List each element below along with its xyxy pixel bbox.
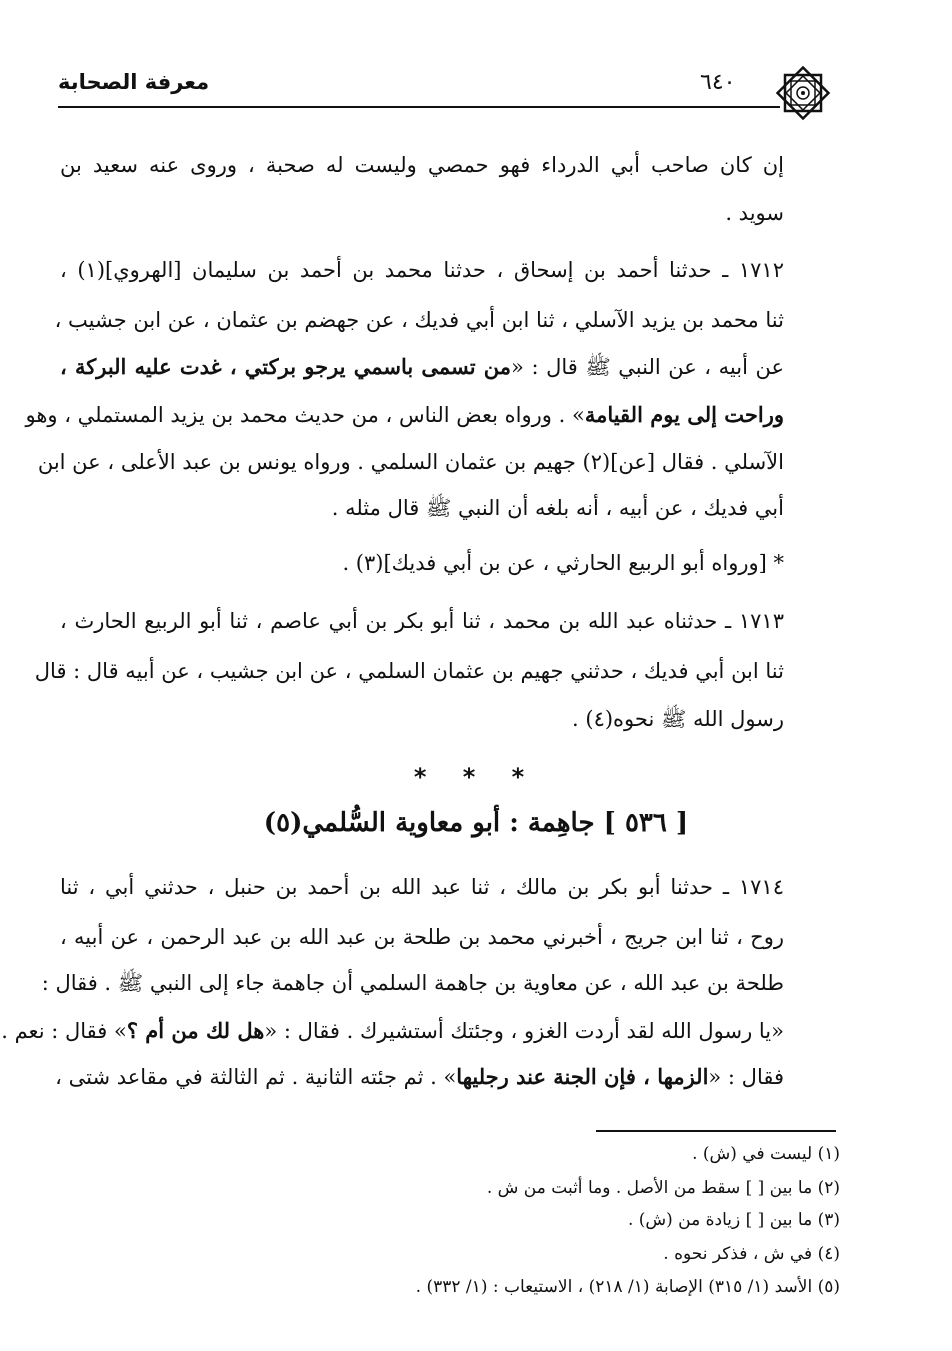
page-number: ٦٤٠ [700,70,736,95]
hadith-1714-line: ١٧١٤ ـ حدثنا أبو بكر بن مالك ، ثنا عبد الله بن أحمد بن حنبل ، حدثني أبي ، ثنا [60,875,784,899]
hadith-1712-line: ١٧١٢ ـ حدثنا أحمد بن إسحاق ، حدثنا محمد بن أحمد بن سليمان [الهروي](١) ، [60,258,784,282]
running-title: معرفة الصحابة [58,70,210,94]
hadith-1713-line: رسول الله ﷺ نحوه(٤) . [572,707,784,731]
prophetic-saying: الزمها ، فإن الجنة عند رجليها [456,1064,709,1089]
footnote: (٥) الأسد (١/ ٣١٥) الإصابة (١/ ٢١٨) ، الاستيعاب : (١/ ٣٣٢) . [415,1277,840,1297]
footnote: (٢) ما بين [ ] سقط من الأصل . وما أثبت من ش . [486,1178,840,1198]
section-separator: * * * [413,763,539,791]
prophetic-saying: من تسمى باسمي يرجو بركتي ، غدت عليه البركة ، [60,354,512,379]
hadith-1714-line: روح ، ثنا ابن جريج ، أخبرني محمد بن طلحة بن عبد الله بن عبد الرحمن ، عن أبيه ، [60,925,784,949]
text-segment: «يا رسول الله لقد أردت الغزو ، وجئتك أستشيرك . فقال : « [264,1019,784,1043]
prophetic-saying: هل لك من أم ؟ [126,1018,265,1043]
text-line: سويد . [725,201,784,225]
hadith-1713-line: ثنا ابن أبي فديك ، حدثني جهيم بن عثمان السلمي ، عن ابن جشيب ، عن أبيه قال : قال [34,659,784,683]
section-heading: [ ٥٣٦ ] جاهِمة : أبو معاوية السُّلمي(٥) [263,808,689,838]
hadith-1712-line [60,352,784,382]
footnote: (٤) في ش ، فذكر نحوه . [663,1244,840,1264]
hadith-1714-line [1,1016,784,1046]
text-line: إن كان صاحب أبي الدرداء فهو حمصي وليست له صحبة ، وروى عنه سعيد بن [60,153,784,177]
note-line: * [ورواه أبو الربيع الحارثي ، عن بن أبي فديك](٣) . [342,551,784,575]
hadith-1712-line: أبي فديك ، عن أبيه ، أنه بلغه أن النبي ﷺ قال مثله . [331,496,784,520]
footnote: (٣) ما بين [ ] زيادة من (ش) . [627,1210,840,1230]
hadith-1712-line: الآسلي . فقال [عن](٢) جهيم بن عثمان السلمي . ورواه يونس بن عبد الأعلى ، عن ابن [37,450,784,474]
text-segment: عن أبيه ، عن النبي ﷺ قال : « [511,355,784,379]
eight-point-star-ornament-icon [772,62,834,124]
hadith-1714-line [55,1062,784,1092]
text-segment: فقال : « [708,1065,784,1089]
text-segment: » . ورواه بعض الناس ، من حديث محمد بن يزيد المستملي ، وهو [25,403,585,427]
text-segment: » فقال : نعم . [1,1019,127,1043]
hadith-1713-line: ١٧١٣ ـ حدثناه عبد الله بن محمد ، ثنا أبو بكر بن أبي عاصم ، ثنا أبو الربيع الحارث ، [60,609,784,633]
hadith-1714-line: طلحة بن عبد الله ، عن معاوية بن جاهمة السلمي أن جاهمة جاء إلى النبي ﷺ . فقال : [41,971,784,995]
prophetic-saying: وراحت إلى يوم القيامة [584,402,784,427]
footnote: (١) ليست في (ش) . [692,1144,840,1164]
text-segment: » . ثم جئته الثانية . ثم الثالثة في مقاعد شتى ، [55,1065,457,1089]
header-divider [58,106,780,108]
footnote-divider [596,1130,836,1132]
hadith-1712-line [25,400,784,430]
hadith-1712-line: ثنا محمد بن يزيد الآسلي ، ثنا ابن أبي فديك ، عن جهضم بن عثمان ، عن ابن جشيب ، [54,308,784,332]
